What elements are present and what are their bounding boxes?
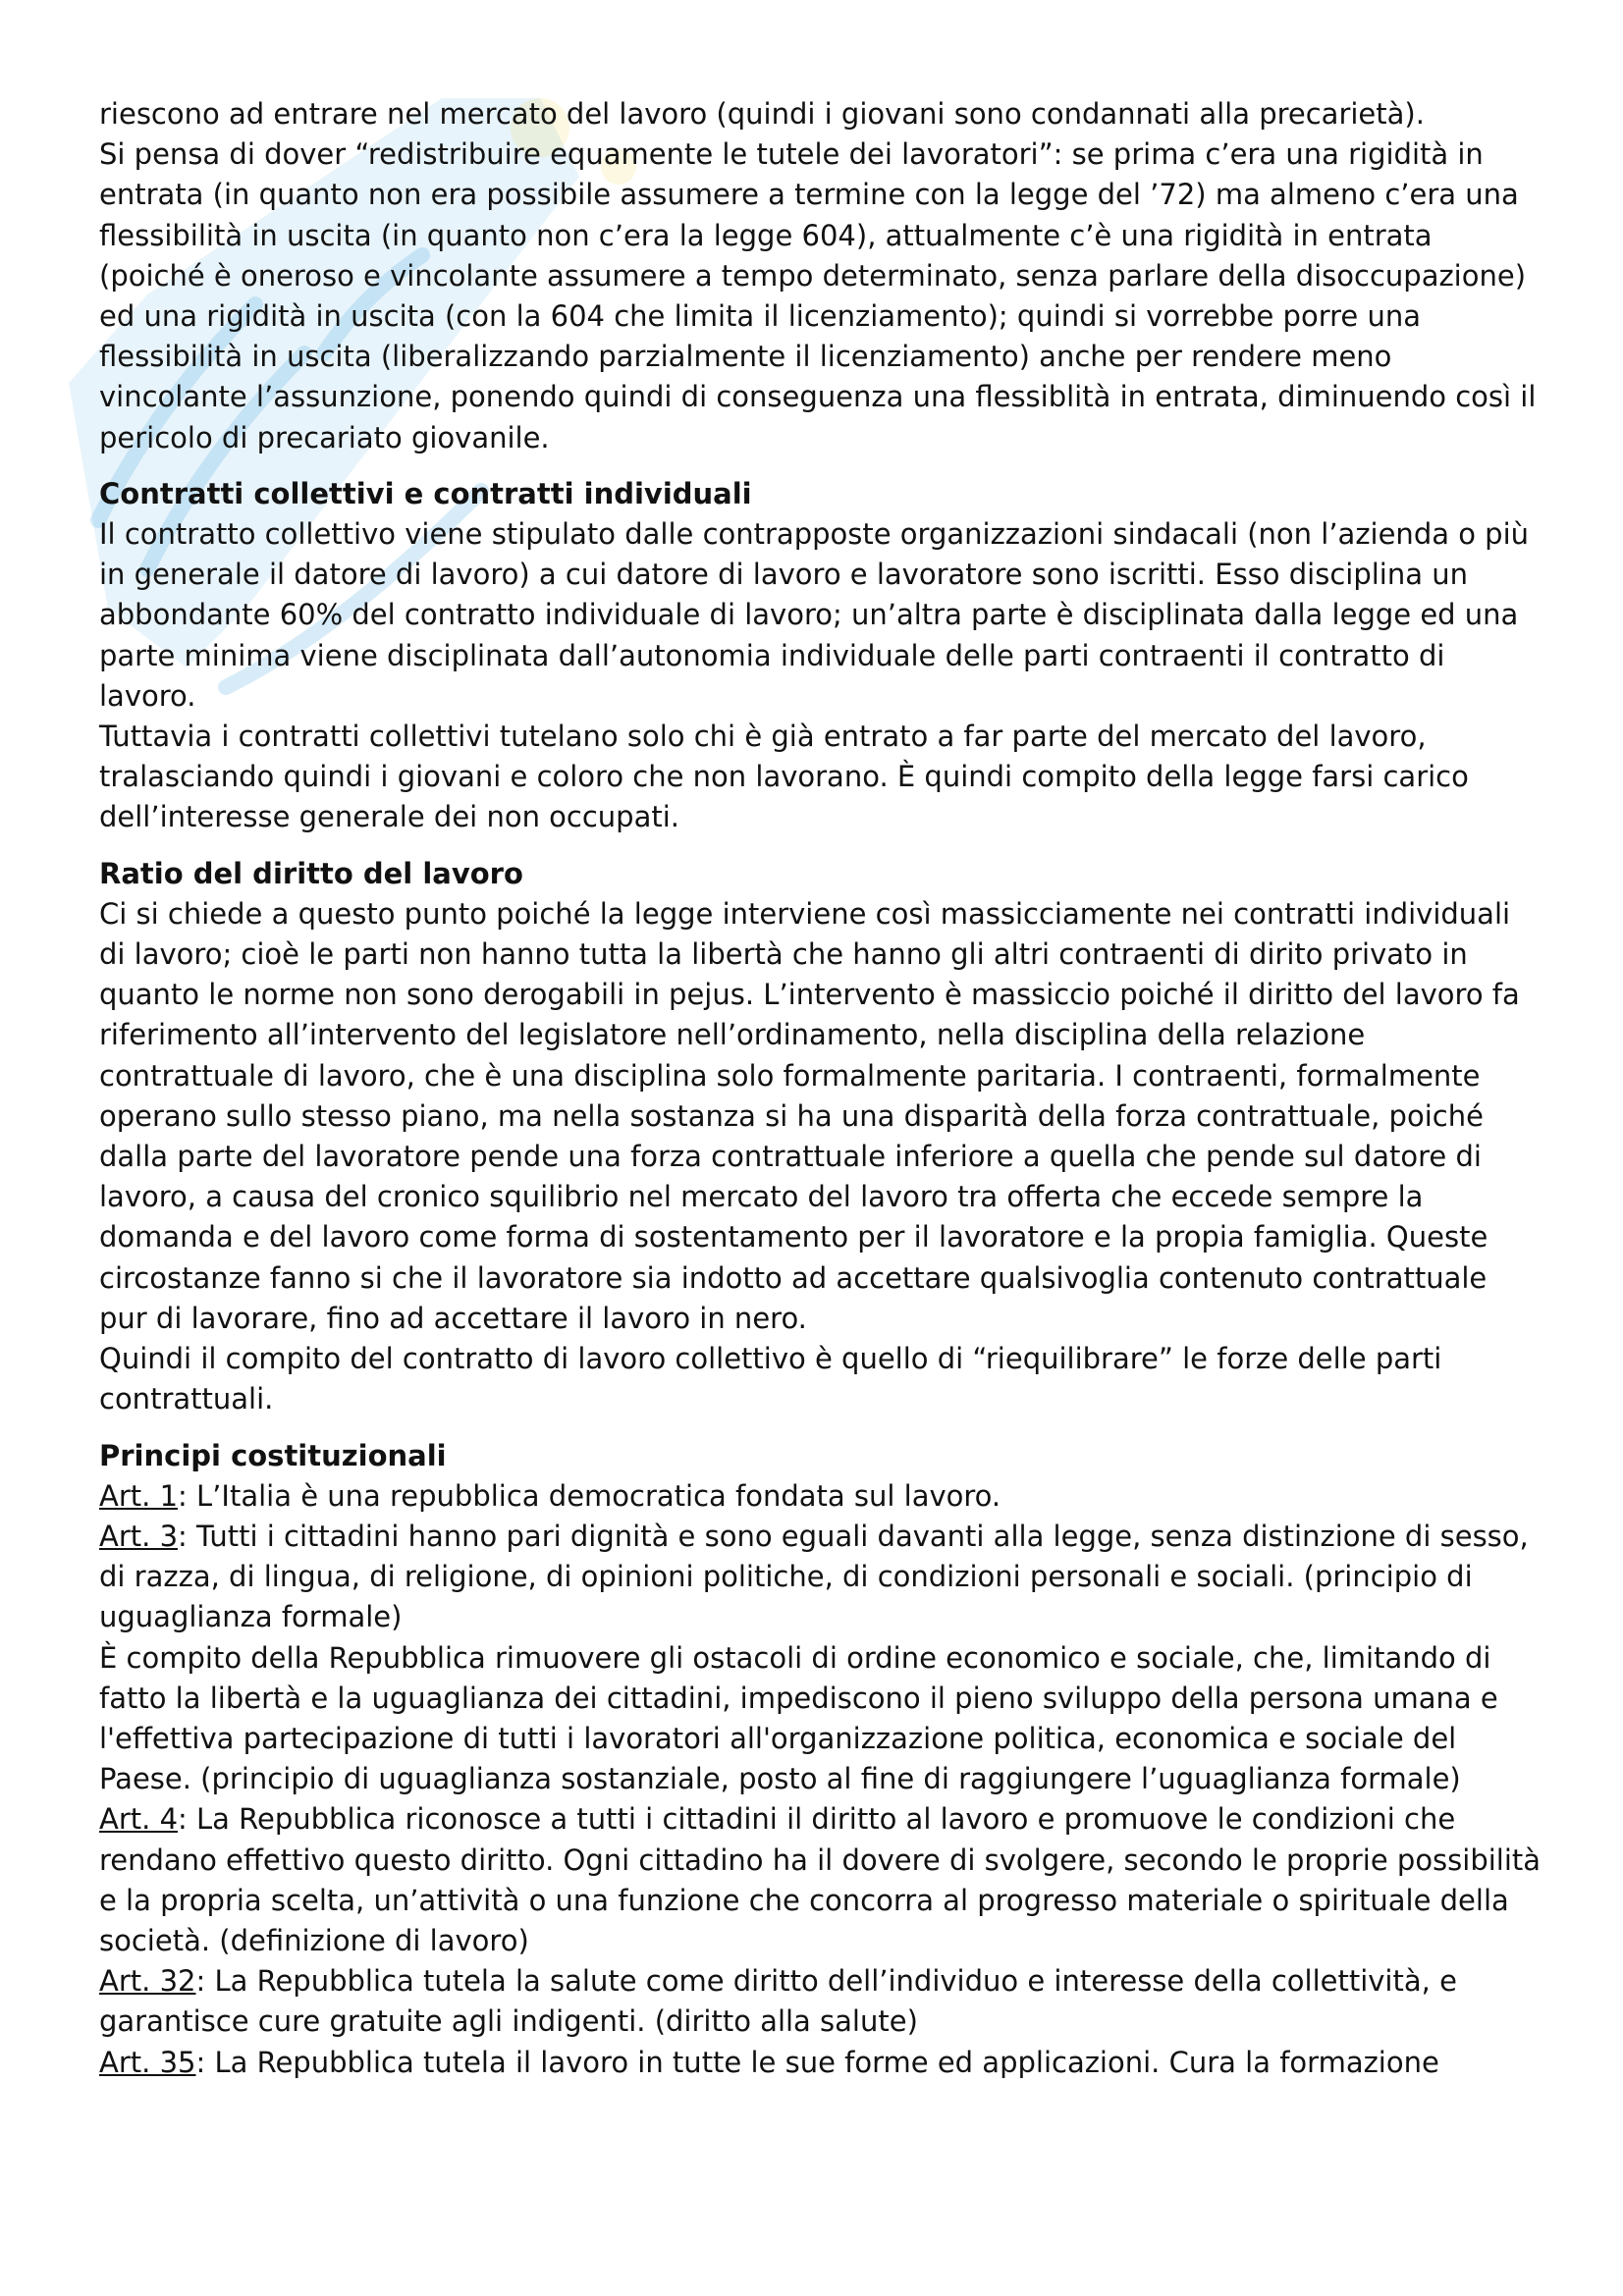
section-heading-principi: Principi costituzionali	[99, 1438, 447, 1472]
art-3-label: Art. 3	[99, 1519, 179, 1553]
intro-paragraph-1: riescono ad entrare nel mercato del lavoro (quindi i giovani sono condannati alla precarietà).	[99, 97, 1425, 131]
art-35-label: Art. 35	[99, 2045, 196, 2079]
art-32-label: Art. 32	[99, 1964, 196, 1999]
ratio-paragraph-2: Quindi il compito del contratto di lavoro collettivo è quello di “riequilibrare” le forze delle parti contrattuali.	[99, 1342, 1442, 1416]
section-heading-contratti: Contratti collettivi e contratti individuali	[99, 476, 752, 510]
art-35-text: : La Repubblica tutela il lavoro in tutte le sue forme ed applicazioni. Cura la formazione	[195, 2045, 1439, 2079]
art-3-continuation: È compito della Repubblica rimuovere gli ostacoli di ordine economico e sociale, che, limitando di fatto la libertà e la uguaglianza dei cittadini, impediscono il pieno sviluppo della persona umana e l'effettiva partecipazione di tutti i lavoratori all'organizzazione politica, economica e sociale del Paese. (principio di uguaglianza sostanziale, posto al fine di raggiungere l’uguaglianza formale)	[99, 1640, 1498, 1796]
art-35-paragraph	[99, 2043, 1542, 2083]
art-1-paragraph	[99, 1476, 1542, 1517]
art-3-text: : Tutti i cittadini hanno pari dignità e sono eguali davanti alla legge, senza distinzione di sesso, di razza, di lingua, di religione, di opinioni politiche, di condizioni personali e sociali. (principio di uguaglianza formale)	[99, 1519, 1529, 1634]
art-4-text: : La Repubblica riconosce a tutti i cittadini il diritto al lavoro e promuove le condizioni che rendano effettivo questo diritto. Ogni cittadino ha il dovere di svolgere, secondo le proprie possibilità e la propria scelta, un’attività o una funzione che concorra al progresso materiale o spirituale della società. (definizione di lavoro)	[99, 1802, 1542, 1957]
art-32-text: : La Repubblica tutela la salute come diritto dell’individuo e interesse della collettività, e garantisce cure gratuite agli indigenti. (diritto alla salute)	[99, 1964, 1457, 2039]
document-page	[99, 94, 1542, 2083]
ratio-paragraph-1: Ci si chiede a questo punto poiché la legge interviene così massicciamente nei contratti individuali di lavoro; cioè le parti non hanno tutta la libertà che hanno gli altri contraenti di dirito privato in quanto le norme non sono derogabili in pejus. L’intervento è massiccio poiché il diritto del lavoro fa riferimento all’intervento del legislatore nell’ordinamento, nella disciplina della relazione contrattuale di lavoro, che è una disciplina solo formalmente paritaria. I contraenti, formalmente operano sullo stesso piano, ma nella sostanza si ha una disparità della forza contrattuale, poiché dalla parte del lavoratore pende una forza contrattuale inferiore a quella che pende sul datore di lavoro, a causa del cronico squilibrio nel mercato del lavoro tra offerta che eccede sempre la domanda e del lavoro come forma di sostentamento per il lavoratore e la propia famiglia. Queste circostanze fanno si che il lavoratore sia indotto ad accettare qualsivoglia contenuto contrattuale pur di lavorare, fino ad accettare il lavoro in nero.	[99, 896, 1520, 1335]
art-1-label: Art. 1	[99, 1478, 179, 1513]
contratti-paragraph-1: Il contratto collettivo viene stipulato dalle contrapposte organizzazioni sindacali (non l’azienda o più in generale il datore di lavoro) a cui datore di lavoro e lavoratore sono iscritti. Esso disciplina un abbondante 60% del contratto individuale di lavoro; un’altra parte è disciplinata dalla legge ed una parte minima viene disciplinata dall’autonomia individuale delle parti contraenti il contratto di lavoro.	[99, 517, 1530, 713]
section-heading-ratio: Ratio del diritto del lavoro	[99, 856, 523, 890]
contratti-paragraph-2: Tuttavia i contratti collettivi tutelano solo chi è già entrato a far parte del mercato del lavoro, tralasciando quindi i giovani e coloro che non lavorano. È quindi compito della legge farsi carico dell’interesse generale dei non occupati.	[99, 720, 1469, 834]
intro-paragraph-2: Si pensa di dover “redistribuire equamente le tutele dei lavoratori”: se prima c’era una rigidità in entrata (in quanto non era possibile assumere a termine con la legge del ’72) ma almeno c’era una flessibilità in uscita (in quanto non c’era la legge 604), attualmente c’è una rigidità in entrata (poiché è oneroso e vincolante assumere a tempo determinato, senza parlare della disoccupazione) ed una rigidità in uscita (con la 604 che limita il licenziamento); quindi si vorrebbe porre una flessibilità in uscita (liberalizzando parzialmente il licenziamento) anche per rendere meno vincolante l’assunzione, ponendo quindi di conseguenza una flessiblità in entrata, diminuendo così il pericolo di precariato giovanile.	[99, 137, 1537, 454]
art-4-label: Art. 4	[99, 1802, 179, 1837]
art-32-paragraph	[99, 1961, 1542, 2042]
art-3-paragraph	[99, 1517, 1542, 1638]
art-4-paragraph	[99, 1799, 1542, 1961]
art-1-text: : L’Italia è una repubblica democratica fondata sul lavoro.	[178, 1478, 1001, 1513]
